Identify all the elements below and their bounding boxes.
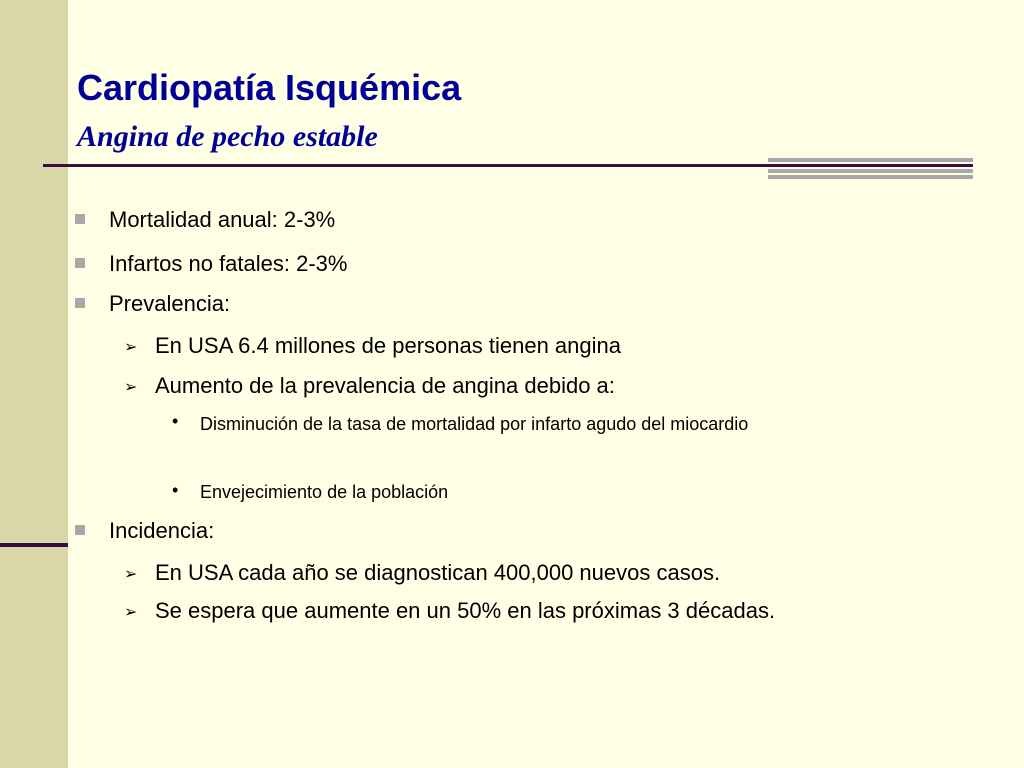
square-bullet-icon (75, 258, 85, 268)
bullet-mortalidad: Mortalidad anual: 2-3% (109, 207, 336, 232)
square-bullet-icon (75, 214, 85, 224)
bullet-prevalencia: Prevalencia: (109, 291, 231, 316)
bullet-envejecimiento: Envejecimiento de la población (200, 482, 449, 502)
dot-bullet-icon: • (172, 411, 179, 431)
bullet-prevalencia-usa: En USA 6.4 millones de personas tienen angina (155, 333, 621, 358)
bullet-prevalencia-aumento: Aumento de la prevalencia de angina debido a: (155, 373, 615, 398)
bullet-infartos: Infartos no fatales: 2-3% (109, 251, 348, 276)
arrow-bullet-icon: ➢ (124, 564, 138, 583)
arrow-bullet-icon: ➢ (124, 337, 138, 356)
bullet-disminucion: Disminución de la tasa de mortalidad por infarto agudo del miocardio (200, 414, 749, 434)
square-bullet-icon (75, 298, 85, 308)
bullet-incidencia-espera: Se espera que aumente en un 50% en las próximas 3 décadas. (155, 598, 776, 623)
arrow-bullet-icon: ➢ (124, 602, 138, 621)
square-bullet-icon (75, 525, 85, 535)
dot-bullet-icon: • (172, 480, 179, 500)
bullet-incidencia: Incidencia: (109, 518, 215, 543)
arrow-bullet-icon: ➢ (124, 377, 138, 396)
slide-title: Cardiopatía Isquémica (77, 67, 462, 108)
slide-subtitle: Angina de pecho estable (77, 120, 378, 153)
bullet-incidencia-usa: En USA cada año se diagnostican 400,000 nuevos casos. (155, 560, 721, 585)
